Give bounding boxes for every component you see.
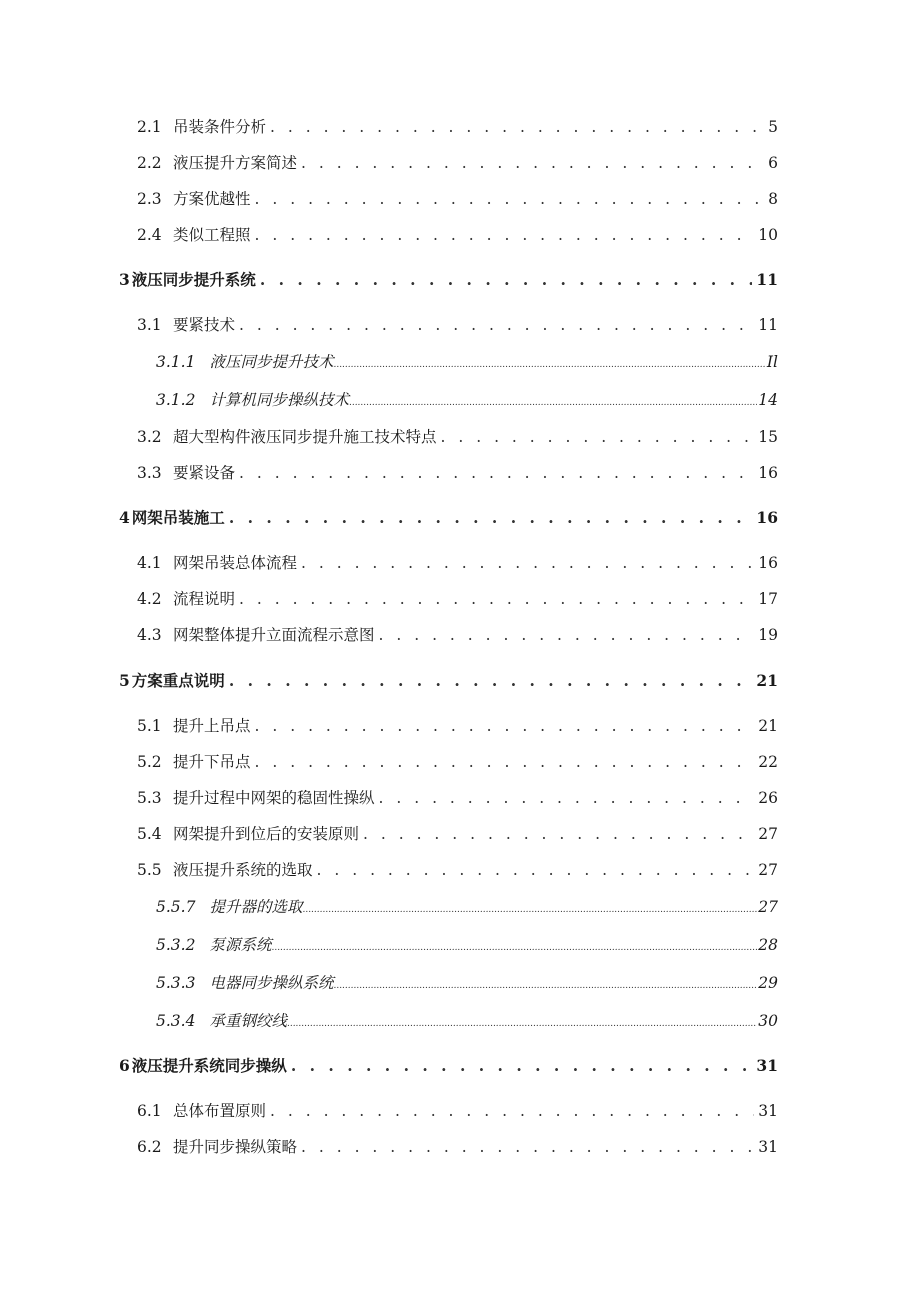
toc-entry[interactable] xyxy=(137,589,778,609)
dot-leader xyxy=(239,315,754,335)
toc-entry-number: 2.4 xyxy=(137,226,162,244)
toc-entry-page: 31 xyxy=(758,1102,778,1120)
toc-entry-number: 5.3.2 xyxy=(156,936,196,954)
toc-entry-title: 方案重点说明 xyxy=(131,671,225,690)
toc-entry-number: 5.4 xyxy=(137,825,162,843)
toc-entry-title: 承重钢绞线 xyxy=(209,1012,287,1030)
toc-entry-page: 11 xyxy=(758,316,778,334)
toc-entry[interactable] xyxy=(137,153,778,173)
toc-entry-title: 液压同步提升技术 xyxy=(209,353,334,371)
toc-entry[interactable] xyxy=(137,860,778,880)
toc-entry-page: 28 xyxy=(758,936,778,954)
toc-entry-number: 3.1.1 xyxy=(156,353,196,371)
toc-entry-page: 29 xyxy=(758,974,778,992)
toc-subentry[interactable] xyxy=(156,897,778,920)
toc-entry-number: 6.2 xyxy=(137,1138,162,1156)
dot-leader xyxy=(301,1137,754,1157)
dot-leader xyxy=(287,1014,757,1034)
toc-entry-page: 5 xyxy=(768,118,778,136)
toc-entry[interactable] xyxy=(137,1101,778,1121)
dot-leader xyxy=(333,976,757,996)
toc-entry-title: 网架吊装总体流程 xyxy=(173,554,298,572)
dot-leader xyxy=(270,1101,754,1121)
toc-entry-title: 网架提升到位后的安装原则 xyxy=(173,825,360,843)
toc-subentry[interactable] xyxy=(156,352,778,375)
toc-entry-page: 31 xyxy=(758,1138,778,1156)
toc-entry-page: 16 xyxy=(758,464,778,482)
dot-leader xyxy=(229,671,753,691)
dot-leader xyxy=(301,553,754,573)
toc-entry-number: 5.5 xyxy=(137,861,162,879)
toc-subentry[interactable] xyxy=(156,1011,778,1034)
toc-entry-number: 5.2 xyxy=(137,753,162,771)
toc-entry-number: 4.3 xyxy=(137,626,162,644)
toc-entry[interactable] xyxy=(137,189,778,209)
toc-chapter-entry[interactable] xyxy=(119,671,778,691)
toc-entry-number: 5 xyxy=(119,671,130,690)
dot-leader xyxy=(363,824,754,844)
toc-entry-page: 19 xyxy=(758,626,778,644)
toc-entry[interactable] xyxy=(137,427,778,447)
toc-subentry[interactable] xyxy=(156,935,778,958)
toc-entry-number: 5.3.4 xyxy=(156,1012,196,1030)
dot-leader xyxy=(239,463,754,483)
toc-entry-title: 超大型构件液压同步提升施工技术特点 xyxy=(173,428,437,446)
toc-entry-page: 22 xyxy=(758,753,778,771)
toc-entry[interactable] xyxy=(137,1137,778,1157)
dot-leader xyxy=(441,427,755,447)
dot-leader xyxy=(270,117,764,137)
toc-entry-page: Il xyxy=(766,353,778,371)
dot-leader xyxy=(317,860,755,880)
toc-entry-number: 3.2 xyxy=(137,428,162,446)
toc-entry-title: 液压提升方案简述 xyxy=(173,154,298,172)
dot-leader xyxy=(255,716,755,736)
toc-entry[interactable] xyxy=(137,752,778,772)
toc-chapter-entry[interactable] xyxy=(119,270,778,290)
toc-entry-title: 提升器的选取 xyxy=(209,898,303,916)
dot-leader xyxy=(239,589,754,609)
toc-chapter-entry[interactable] xyxy=(119,508,778,528)
toc-entry-title: 方案优越性 xyxy=(173,190,251,208)
toc-entry-title: 网架整体提升立面流程示意图 xyxy=(173,626,375,644)
toc-entry-page: 21 xyxy=(756,671,778,690)
toc-chapter-entry[interactable] xyxy=(119,1056,778,1076)
toc-entry-page: 30 xyxy=(758,1012,778,1030)
dot-leader xyxy=(271,938,757,958)
toc-entry-page: 8 xyxy=(768,190,778,208)
dot-leader xyxy=(302,900,757,920)
toc-entry-number: 5.1 xyxy=(137,717,162,735)
dot-leader xyxy=(255,225,755,245)
toc-entry-number: 6 xyxy=(119,1056,130,1075)
dot-leader xyxy=(255,752,755,772)
toc-entry-page: 27 xyxy=(758,898,778,916)
dot-leader xyxy=(229,508,753,528)
toc-entry-title: 要紧技术 xyxy=(173,316,236,334)
toc-entry-title: 流程说明 xyxy=(173,590,236,608)
toc-entry-number: 3.1.2 xyxy=(156,391,196,409)
toc-entry[interactable] xyxy=(137,117,778,137)
toc-entry-page: 21 xyxy=(758,717,778,735)
toc-entry-title: 液压提升系统的选取 xyxy=(173,861,313,879)
toc-entry-page: 16 xyxy=(756,508,778,527)
toc-entry-title: 液压提升系统同步操纵 xyxy=(131,1056,287,1075)
toc-entry-number: 3.1 xyxy=(137,316,162,334)
toc-entry[interactable] xyxy=(137,315,778,335)
toc-entry-number: 6.1 xyxy=(137,1102,162,1120)
toc-entry-title: 总体布置原则 xyxy=(173,1102,267,1120)
toc-entry-page: 14 xyxy=(758,391,778,409)
toc-entry-number: 3.3 xyxy=(137,464,162,482)
toc-entry-number: 2.3 xyxy=(137,190,162,208)
toc-entry[interactable] xyxy=(137,225,778,245)
toc-entry-number: 5.3.3 xyxy=(156,974,196,992)
dot-leader xyxy=(260,270,753,290)
toc-entry-title: 电器同步操纵系统 xyxy=(209,974,334,992)
toc-entry-title: 要紧设备 xyxy=(173,464,236,482)
toc-entry-page: 31 xyxy=(756,1056,778,1075)
toc-entry[interactable] xyxy=(137,824,778,844)
toc-entry-page: 6 xyxy=(768,154,778,172)
toc-entry-page: 10 xyxy=(758,226,778,244)
toc-subentry[interactable] xyxy=(156,390,778,413)
dot-leader xyxy=(333,355,765,375)
toc-entry-page: 11 xyxy=(756,270,778,289)
toc-entry-title: 液压同步提升系统 xyxy=(131,270,256,289)
toc-entry-page: 16 xyxy=(758,554,778,572)
dot-leader xyxy=(379,788,755,808)
toc-entry[interactable] xyxy=(137,625,778,645)
toc-entry-number: 5.5.7 xyxy=(156,898,196,916)
dot-leader xyxy=(255,189,765,209)
toc-entry-page: 17 xyxy=(758,590,778,608)
toc-entry-title: 提升过程中网架的稳固性操纵 xyxy=(173,789,375,807)
toc-entry-number: 2.1 xyxy=(137,118,162,136)
toc-entry-title: 类似工程照 xyxy=(173,226,251,244)
toc-entry-number: 4.2 xyxy=(137,590,162,608)
toc-entry[interactable] xyxy=(137,463,778,483)
dot-leader xyxy=(301,153,764,173)
toc-entry-title: 网架吊装施工 xyxy=(131,508,225,527)
toc-entry[interactable] xyxy=(137,716,778,736)
toc-entry-title: 提升上吊点 xyxy=(173,717,251,735)
toc-entry-page: 15 xyxy=(758,428,778,446)
toc-entry-number: 4 xyxy=(119,508,130,527)
toc-entry-page: 27 xyxy=(758,825,778,843)
toc-entry[interactable] xyxy=(137,553,778,573)
dot-leader xyxy=(291,1056,753,1076)
toc-subentry[interactable] xyxy=(156,973,778,996)
toc-entry-title: 计算机同步操纵技术 xyxy=(209,391,349,409)
toc-entry-page: 27 xyxy=(758,861,778,879)
toc-entry-number: 2.2 xyxy=(137,154,162,172)
toc-entry-title: 泵源系统 xyxy=(209,936,272,954)
toc-entry-number: 3 xyxy=(119,270,130,289)
dot-leader xyxy=(349,393,757,413)
toc-entry-title: 提升同步操纵策略 xyxy=(173,1138,298,1156)
toc-entry-title: 提升下吊点 xyxy=(173,753,251,771)
toc-entry-number: 4.1 xyxy=(137,554,162,572)
toc-entry[interactable] xyxy=(137,788,778,808)
dot-leader xyxy=(379,625,755,645)
toc-entry-page: 26 xyxy=(758,789,778,807)
toc-entry-number: 5.3 xyxy=(137,789,162,807)
toc-entry-title: 吊装条件分析 xyxy=(173,118,267,136)
